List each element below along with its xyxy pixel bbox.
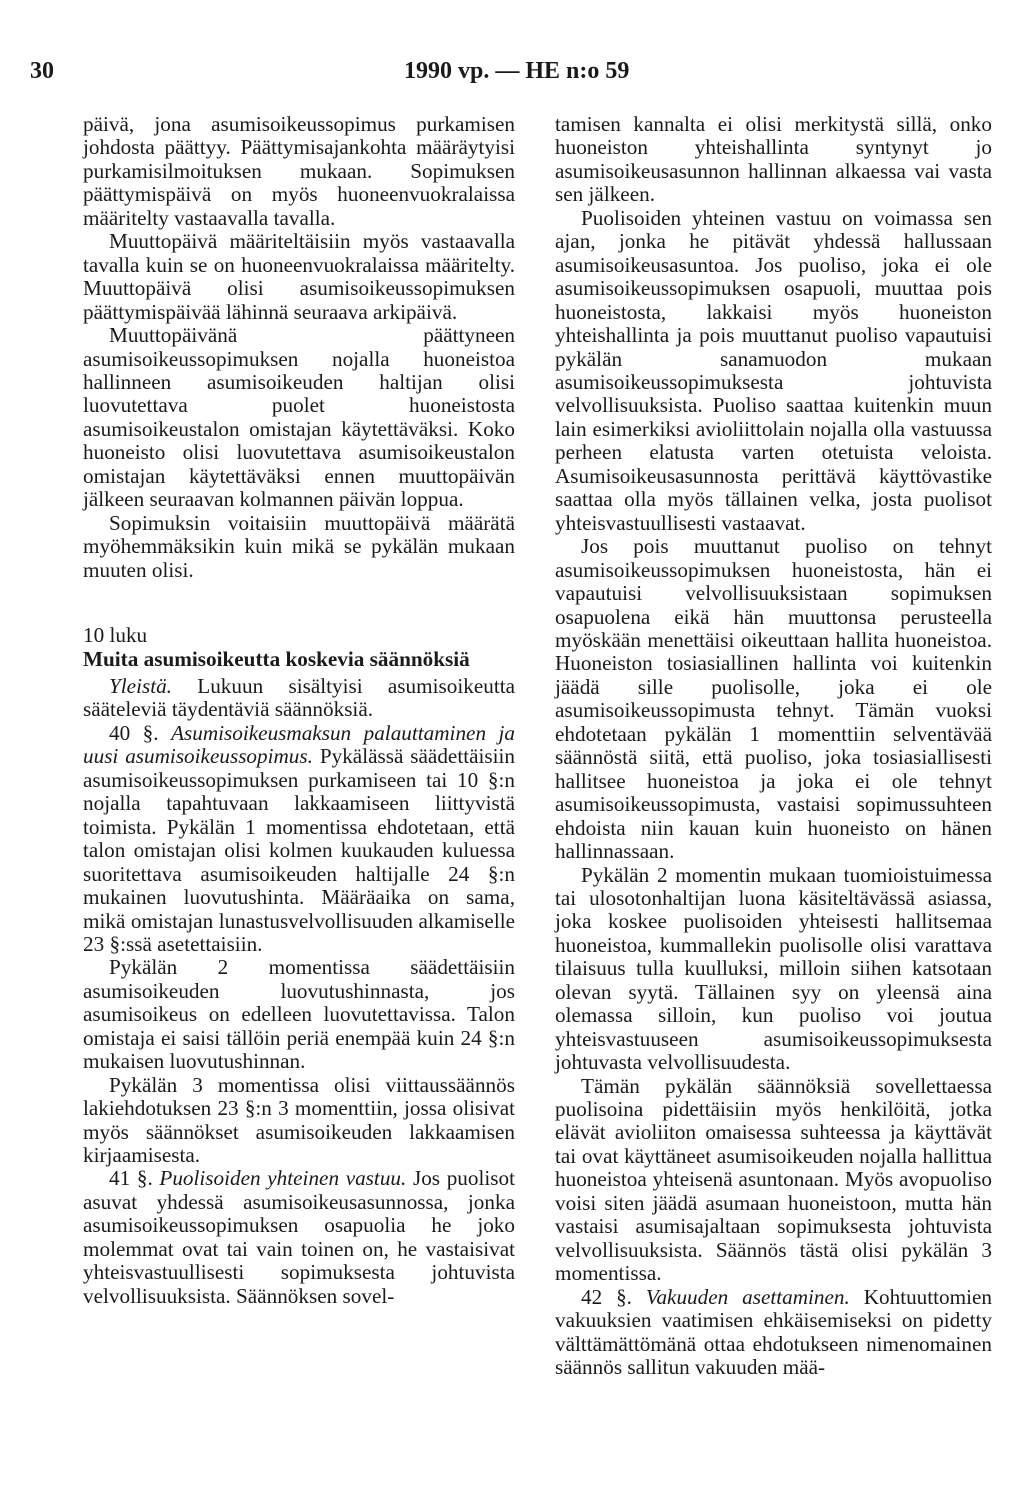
paragraph: Muuttopäivänä päättyneen asumisoikeussopimuksen nojalla huoneistoa hallinneen asumisoikeuden haltijan olisi luovutettava puolet huoneistosta asumisoikeustalon omistajan käytettäväksi. Koko huoneisto olisi luovutettava asumisoikeustalon omistajan käytettäväksi ennen muuttopäivän jälkeen seuraavan kolmannen päivän loppua.	[83, 323, 515, 512]
paragraph: Puolisoiden yhteinen vastuu on voimassa sen ajan, jonka he pitävät yhdessä hallussaan asumisoikeusasuntoa. Jos puoliso, joka ei ole asumisoikeussopimuksen osapuoli, muuttaa pois huoneistosta, lakkaisi myös huoneiston yhteishallinta ja pois muuttanut puoliso vapautuisi pykälän sanamuodon mukaan asumisoikeussopimuksesta johtuvista velvollisuuksista. Puoliso saattaa kuitenkin muun lain esimerkiksi avioliittolain nojalla olla vastuussa perheen elatusta varten otetuista veloista. Asumisoikeusasunnosta perittävä käyttövastike saattaa olla myös tällainen velka, josta puolisot yhteisvastuullisesti vastaavat.	[555, 205, 992, 535]
right-column	[555, 113, 992, 1379]
paragraph: päivä, jona asumisoikeussopimus purkamisen johdosta päättyy. Päättymisajankohta määräytyisi purkamisilmoituksen mukaan. Sopimuksen päättymispäivä on myös huoneenvuokralaissa määritelty vastaavalla tavalla.	[83, 112, 515, 230]
paragraph: Jos pois muuttanut puoliso on tehnyt asumisoikeussopimuksen huoneistosta, hän ei vapautuisi velvollisuuksistaan sopimuksen osapuolena eikä hän muuttonsa perusteella myöskään menettäisi oikeuttaan hallita huoneistoa. Huoneiston tosiasiallinen hallinta voi kuitenkin jäädä sille puolisolle, joka ei ole asumisoikeussopimusta tehnyt. Tämän vuoksi ehdotetaan pykälän 1 momenttiin selventävää säännöstä siitä, että puoliso, joka tosiasiallisesti hallitsee huoneistoa ja joka ei ole tehnyt asumisoikeussopimusta, vastaisi sopimussuhteen ehdoista niin kauan kuin huoneisto on hänen hallinnassaan.	[555, 534, 992, 864]
paragraph: Pykälän 2 momentin mukaan tuomioistuimessa tai ulosotonhaltijan luona käsiteltävässä asiassa, joka koskee puolisoiden yhteisesti hallitsemaa huoneistoa, kummallekin puolisolle olisi varattava tilaisuus tulla kuulluksi, milloin siihen katsotaan olevan syytä. Tällainen syy on yleensä aina olemassa silloin, kun puoliso voi joutua yhteisvastuuseen asumisoikeussopimuksesta johtuvasta velvollisuudesta.	[555, 862, 992, 1075]
section-paragraph	[83, 1167, 515, 1308]
paragraph-text: Lukuun sisältyisi asumisoikeutta sääteleviä täydentäviä säännöksiä.	[83, 673, 515, 722]
running-header	[0, 58, 1024, 92]
paragraph-lead: Yleistä.	[109, 673, 172, 698]
paragraph	[83, 675, 515, 722]
left-column	[83, 113, 515, 1308]
paragraph: Muuttopäivä määriteltäisiin myös vastaavalla tavalla kuin se on huoneenvuokralaissa määritelty. Muuttopäivä olisi asumisoikeussopimuksen päättymispäivää lähinnä seuraava arkipäivä.	[83, 229, 515, 324]
section-number: 41 §.	[109, 1166, 160, 1191]
section-number: 40 §.	[109, 720, 172, 745]
paragraph: Pykälän 2 momentissa säädettäisiin asumisoikeuden luovutushinnasta, jos asumisoikeus on edelleen luovutettavissa. Talon omistaja ei saisi tällöin periä enempää kuin 24 §:n mukaisen luovutushinnan.	[83, 955, 515, 1074]
section-paragraph	[83, 722, 515, 957]
section-paragraph	[555, 1286, 992, 1380]
paragraph: Pykälän 3 momentissa olisi viittaussäännös lakiehdotuksen 23 §:n 3 momenttiin, jossa olisivat myös säännökset asumisoikeuden lakkaamisen kirjaamisesta.	[83, 1072, 515, 1168]
section-heading: Puolisoiden yhteinen vastuu.	[159, 1166, 407, 1191]
chapter-number: 10 luku	[83, 623, 148, 648]
paragraph: Tämän pykälän säännöksiä sovellettaessa puolisoina pidettäisiin myös henkilöitä, jotka elävät avioliiton omaisessa suhteessa ja käyttävät tai ovat käyttäneet asumisoikeuden nojalla hallittua huoneistoa yhteisenä asuntonaan. Myös avopuoliso voisi siten jäädä asumaan huoneistoon, mutta hän vastaisi asumisajaltaan sopimuksesta johtuvista velvollisuuksista. Säännös tästä olisi pykälän 3 momentissa.	[555, 1073, 992, 1286]
paragraph-text: Kohtuuttomien vakuuksien vaatimisen ehkäisemiseksi on pidetty välttämättömänä ottaa ehdotukseen nimenomainen säännös sallitun vakuuden mää-	[555, 1284, 992, 1380]
section-number: 42 §.	[581, 1284, 646, 1309]
running-title: 1990 vp. — HE n:o 59	[404, 58, 630, 84]
section-heading: Asumisoikeusmaksun palauttaminen ja uusi asumisoikeussopimus.	[83, 720, 515, 769]
paragraph-text: Jos puolisot asuvat yhdessä asumisoikeusasunnossa, jonka asumisoikeussopimuksen osapuolia he joko molemmat ovat tai vain toinen on, he vastaisivat yhteisvastuullisesti sopimuksesta johtuvista velvollisuuksista. Säännöksen sovel-	[83, 1166, 515, 1308]
paragraph: Sopimuksin voitaisiin muuttopäivä määrätä myöhemmäksikin kuin mikä se pykälän mukaan muuten olisi.	[83, 510, 515, 582]
section-spacer	[83, 582, 515, 624]
page-number: 30	[30, 58, 54, 84]
paragraph: tamisen kannalta ei olisi merkitystä sillä, onko huoneiston yhteishallinta syntynyt jo asumisoikeusasunnon hallinnan alkaessa vai vasta sen jälkeen.	[555, 112, 992, 207]
chapter-title: Muita asumisoikeutta koskevia säännöksiä	[83, 646, 470, 671]
paragraph-text: Pykälässä säädettäisiin asumisoikeussopimuksen purkamiseen tai 10 §:n nojalla tapahtuvaan lakkaamiseen liittyvistä toimista. Pykälän 1 momentissa ehdotetaan, että talon omistajan olisi kolmen kuukauden kuluessa suoritettava asumisoikeuden haltijalle 24 §:n mukainen luovutushinta. Määräaika on sama, mikä omistajan lunastusvelvollisuuden alkamiselle 23 §:ssä asetettaisiin.	[83, 744, 515, 956]
section-heading: Vakuuden asettaminen.	[645, 1284, 850, 1309]
